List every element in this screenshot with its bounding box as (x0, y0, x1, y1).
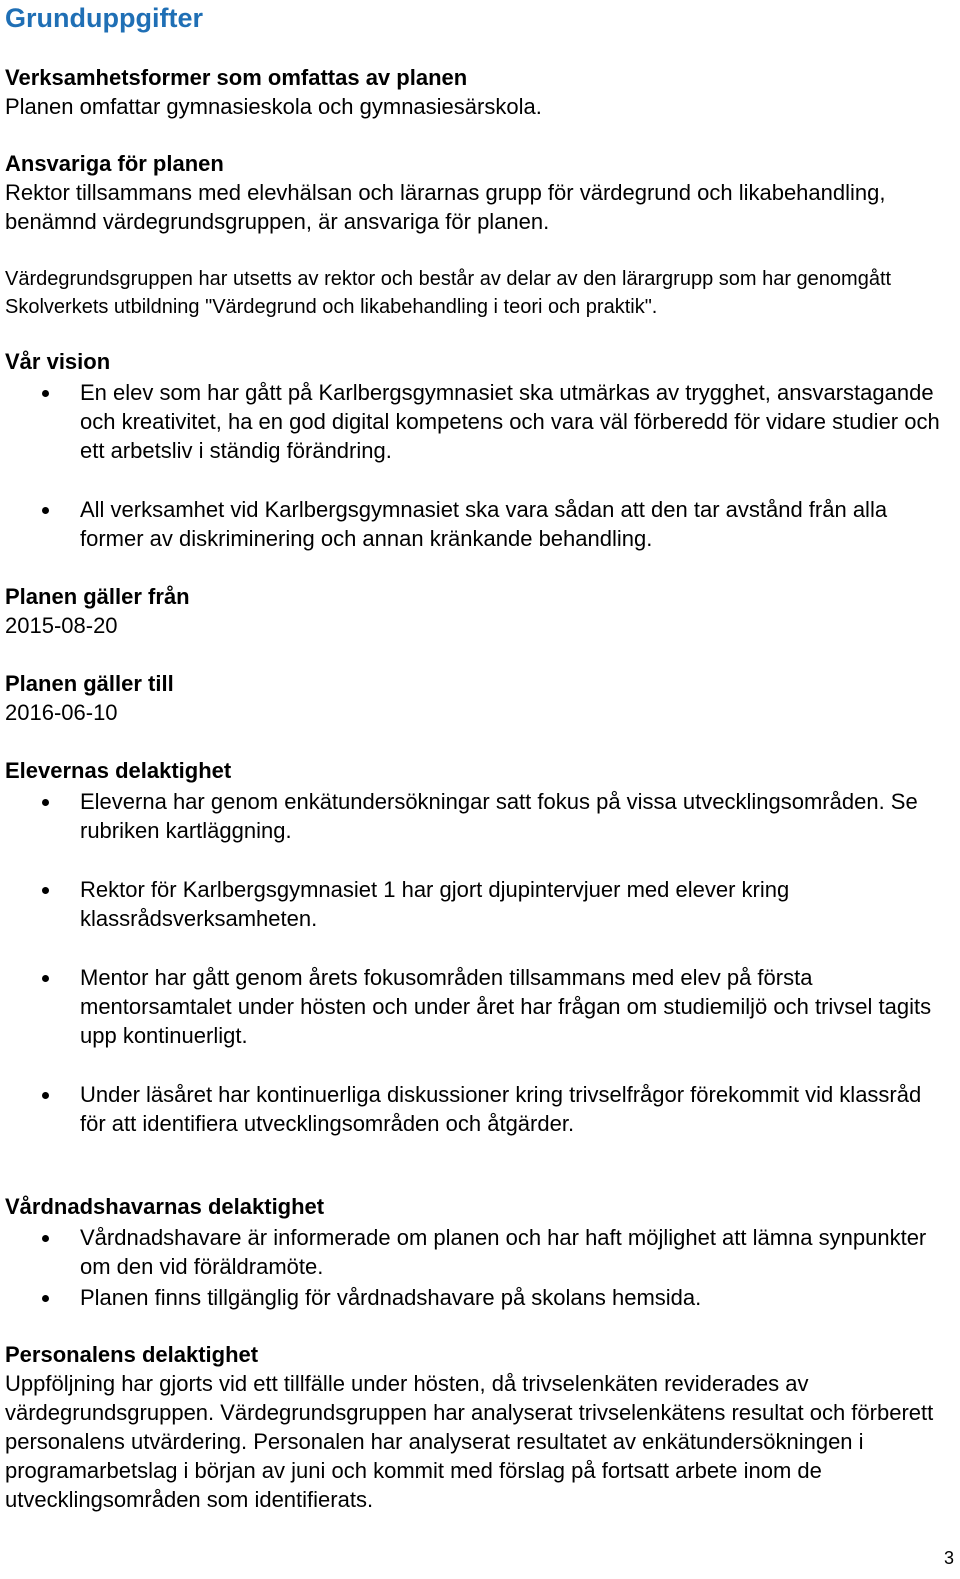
list-item (5, 1080, 952, 1138)
list-item-text: Under läsåret har kontinuerliga diskussioner kring trivselfrågor förekommit vid klassråd för att identifiera utvecklingsområden och åtgärder. (80, 1082, 922, 1136)
list-item-text: Mentor har gått genom årets fokusområden tillsammans med elev på första mentorsamtalet under hösten och under året har frågan om studiemiljö och trivsel tagits upp kontinuerligt. (80, 965, 932, 1048)
section-heading: Planen gäller från (5, 584, 190, 609)
section-text: Uppföljning har gjorts vid ett tillfälle under hösten, då trivselenkäten reviderades av värdegrundsgruppen. Värdegrundsgruppen har analyserat trivselenkätens resultat och förberett personalens utvärdering. Personalen har analyserat resultatet av enkätundersökningen i programarbetslag i början av juni och kommit med förslag på fortsatt arbete inom de utvecklingsområden som identifierats. (5, 1371, 934, 1512)
list-item-text: En elev som har gått på Karlbergsgymnasiet ska utmärkas av trygghet, ansvarstagande och kreativitet, ha en god digital kompetens och vara väl förberedd för vidare studier och ett arbetsliv i ständig förändring. (80, 380, 940, 463)
section-personal (5, 1340, 952, 1514)
bullet-list (5, 1223, 952, 1312)
section-note: Värdegrundsgruppen har utsetts av rektor och består av delar av den lärargrupp som har genomgått Skolverkets utbildning "Värdegrund och likabehandling i teori och praktik". (5, 268, 892, 318)
section-text: Planen omfattar gymnasieskola och gymnasiesärskola. (5, 94, 542, 119)
list-item (5, 378, 952, 465)
section-till (5, 669, 952, 727)
section-heading: Elevernas delaktighet (5, 758, 232, 783)
list-item (5, 495, 952, 553)
section-ansvariga-note (5, 265, 952, 321)
section-elever (5, 756, 952, 1138)
list-item-text: Vårdnadshavare är informerade om planen och har haft möjlighet att lämna synpunkter om den vid föräldramöte. (80, 1225, 927, 1279)
bullet-icon (42, 1295, 49, 1302)
section-verksamhet (5, 63, 952, 121)
page-title: Grunduppgifter (5, 3, 203, 33)
section-vision (5, 347, 952, 553)
section-heading: Personalens delaktighet (5, 1342, 259, 1367)
list-item (5, 1283, 952, 1312)
list-item (5, 875, 952, 933)
section-heading: Vårdnadshavarnas delaktighet (5, 1194, 325, 1219)
list-item-text: Planen finns tillgänglig för vårdnadshavare på skolans hemsida. (80, 1285, 702, 1310)
section-heading: Ansvariga för planen (5, 151, 224, 176)
section-text: Rektor tillsammans med elevhälsan och lärarnas grupp för värdegrund och likabehandling, benämnd värdegrundsgruppen, är ansvariga för planen. (5, 180, 886, 234)
bullet-icon (42, 1092, 49, 1099)
list-item-text: All verksamhet vid Karlbergsgymnasiet ska vara sådan att den tar avstånd från alla former av diskriminering och annan kränkande behandling. (80, 497, 888, 551)
list-item-text: Eleverna har genom enkätundersökningar satt fokus på vissa utvecklingsområden. Se rubriken kartläggning. (80, 789, 918, 843)
bullet-icon (42, 1235, 49, 1242)
section-heading: Planen gäller till (5, 671, 174, 696)
bullet-icon (42, 887, 49, 894)
section-heading: Vår vision (5, 349, 111, 374)
section-vardnadshavare (5, 1192, 952, 1312)
list-item-text: Rektor för Karlbergsgymnasiet 1 har gjort djupintervjuer med elever kring klassrådsverksamheten. (80, 877, 790, 931)
section-heading: Verksamhetsformer som omfattas av planen (5, 65, 468, 90)
list-item (5, 963, 952, 1050)
section-fran (5, 582, 952, 640)
list-item (5, 1223, 952, 1281)
date-value: 2015-08-20 (5, 613, 118, 638)
bullet-icon (42, 975, 49, 982)
bullet-list (5, 378, 952, 553)
date-value: 2016-06-10 (5, 700, 118, 725)
bullet-icon (42, 799, 49, 806)
section-ansvariga (5, 149, 952, 236)
list-item (5, 787, 952, 845)
bullet-icon (42, 507, 49, 514)
bullet-list (5, 787, 952, 1138)
bullet-icon (42, 390, 49, 397)
page-number: 3 (943, 1548, 954, 1568)
